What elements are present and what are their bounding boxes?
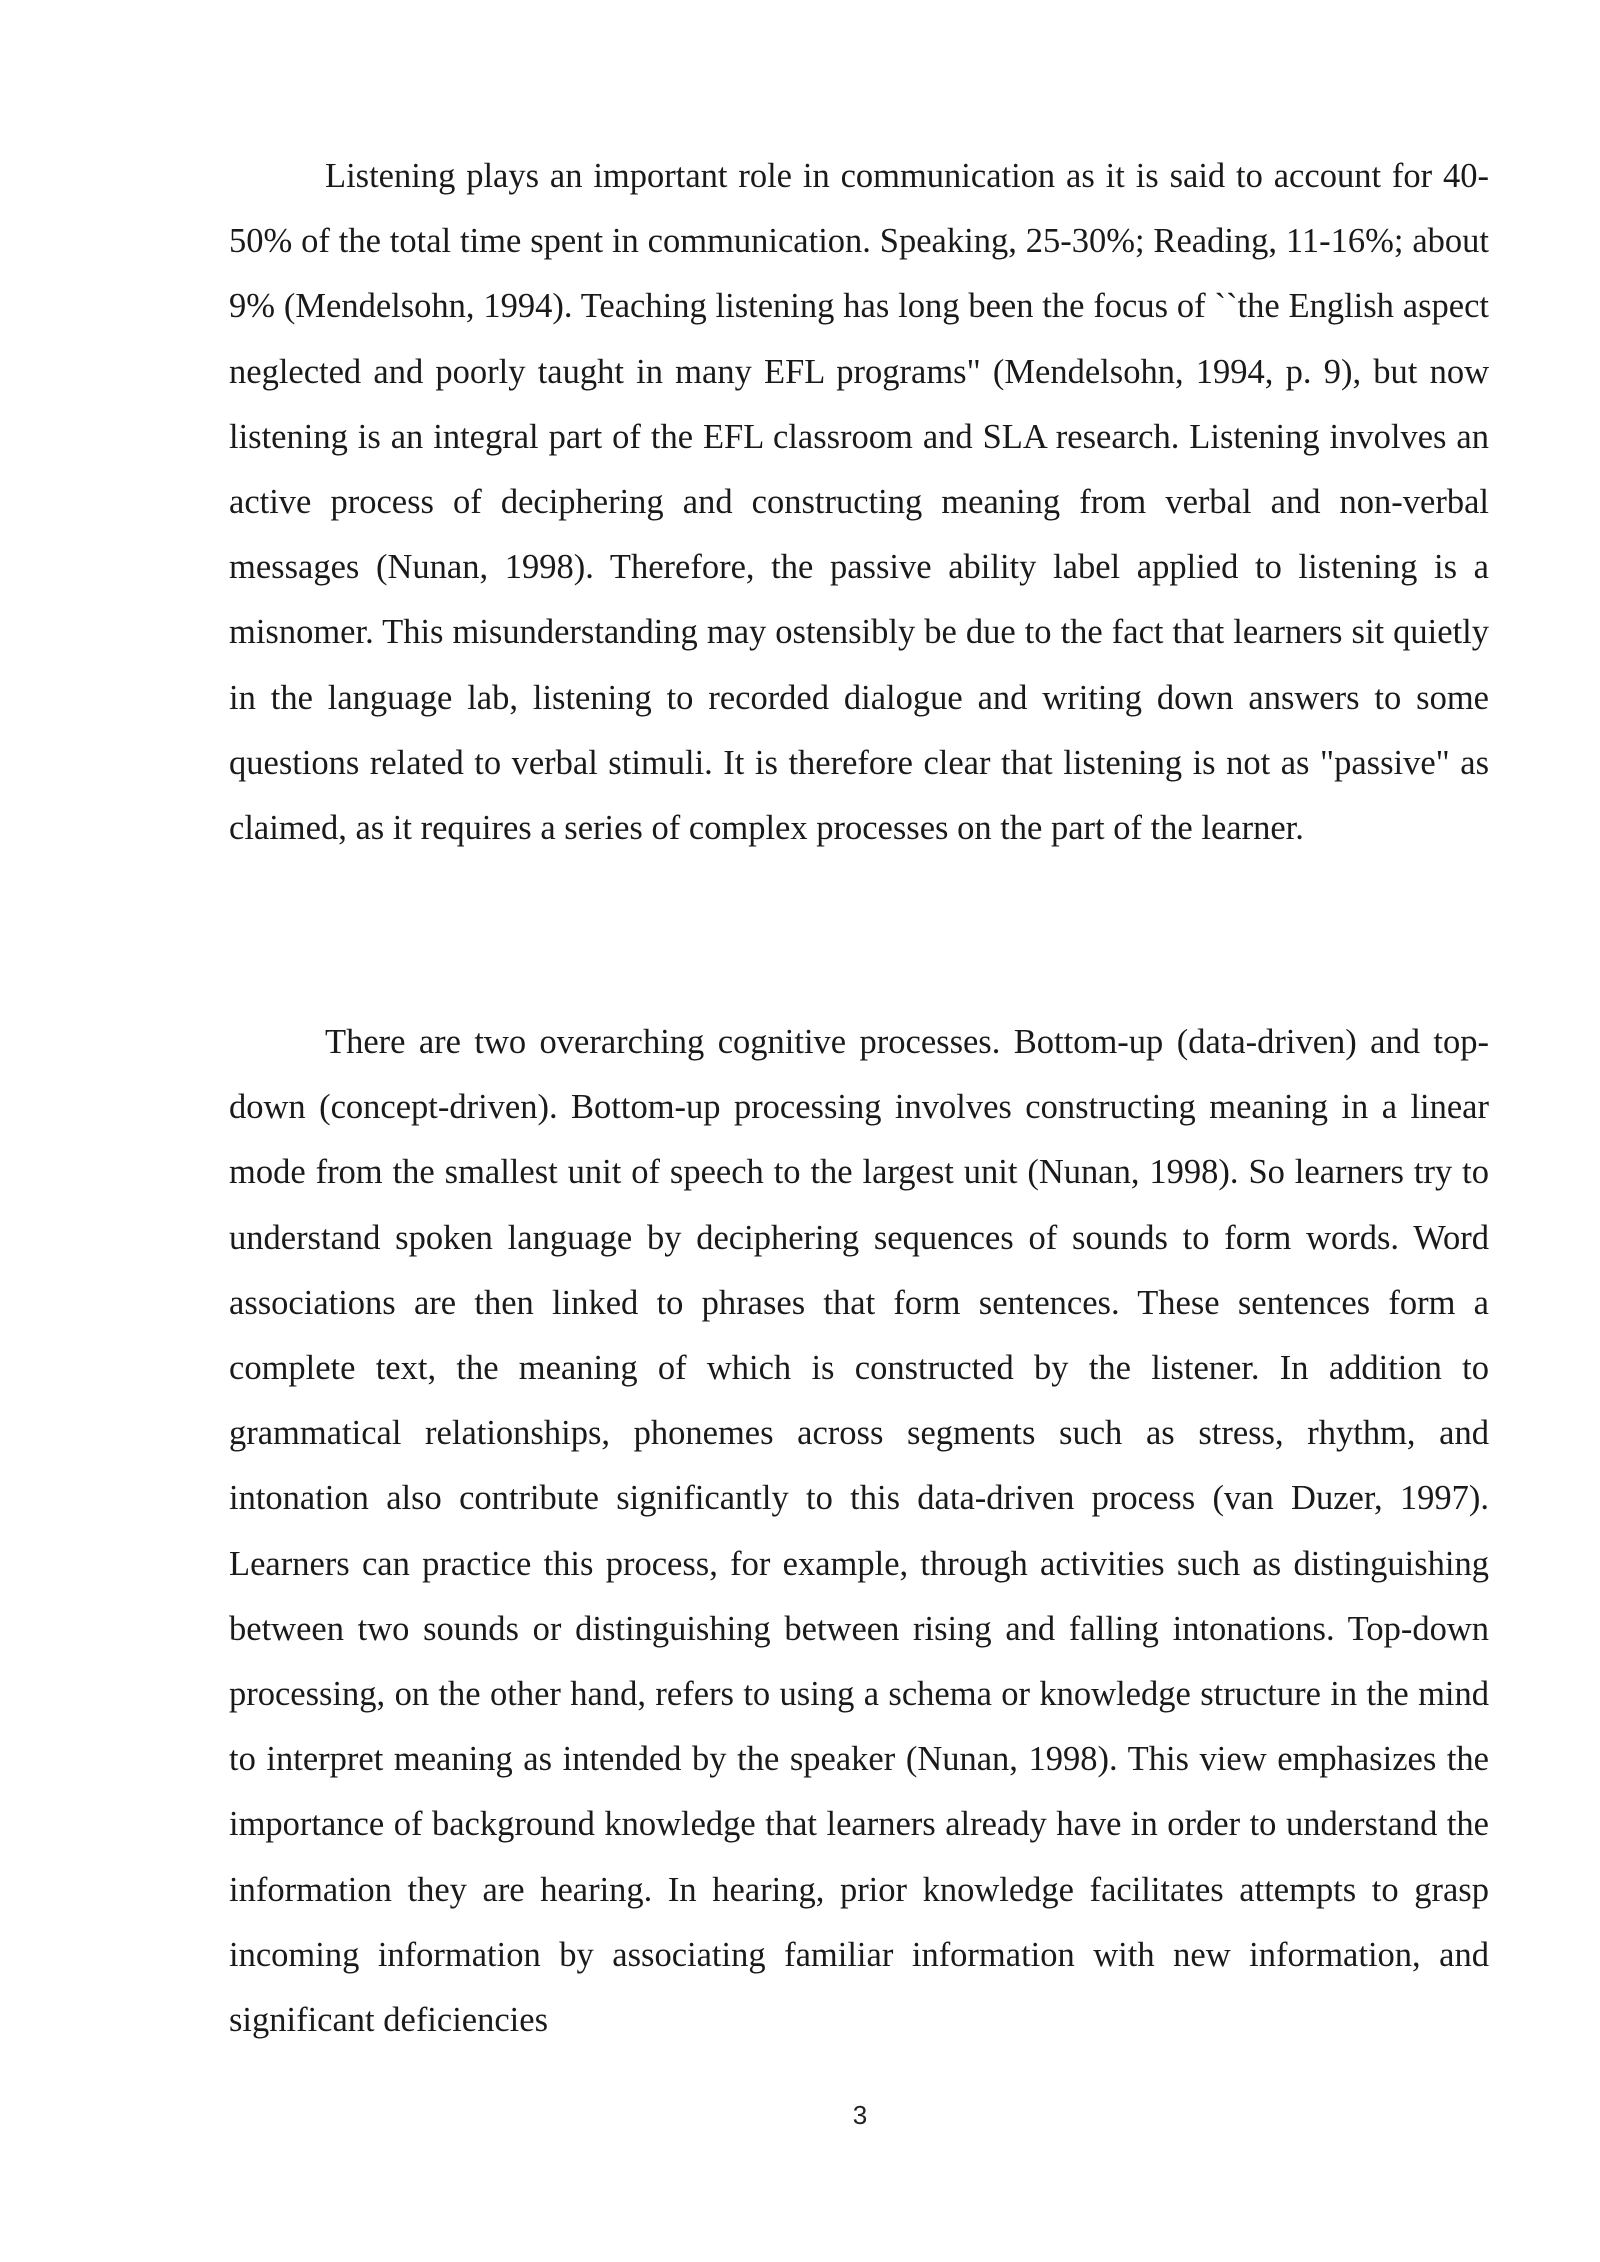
body-paragraph-1: Listening plays an important role in communication as it is said to account for 40-50% of the total time spent in communication. Speaking, 25-30%; Reading, 11-16%; about 9% (Mendelsohn, 1994). Teaching listening has long been the focus of ``the English aspect neglected and poorly taught in many EFL programs" (Mendelsohn, 1994, p. 9), but now listening is an integral part of the EFL classroom and SLA research. Listening involves an active process of deciphering and constructing meaning from verbal and non-verbal messages (Nunan, 1998). Therefore, the passive ability label applied to listening is a misnomer. This misunderstanding may ostensibly be due to the fact that learners sit quietly in the language lab, listening to recorded dialogue and writing down answers to some questions related to verbal stimuli. It is therefore clear that listening is not as "passive" as claimed, as it requires a series of complex processes on the part of the learner.: [229, 157, 1489, 848]
page-number: 3: [852, 2100, 868, 2130]
body-paragraph-2: There are two overarching cognitive processes. Bottom-up (data-driven) and top-down (concept-driven). Bottom-up processing involves constructing meaning in a linear mode from the smallest unit of speech to the largest unit (Nunan, 1998). So learners try to understand spoken language by deciphering sequences of sounds to form words. Word associations are then linked to phrases that form sentences. These sentences form a complete text, the meaning of which is constructed by the listener. In addition to grammatical relationships, phonemes across segments such as stress, rhythm, and intonation also contribute significantly to this data-driven process (van Duzer, 1997). Learners can practice this process, for example, through activities such as distinguishing between two sounds or distinguishing between rising and falling intonations. Top-down processing, on the other hand, refers to using a schema or knowledge structure in the mind to interpret meaning as intended by the speaker (Nunan, 1998). This view emphasizes the importance of background knowledge that learners already have in order to understand the information they are hearing. In hearing, prior knowledge facilitates attempts to grasp incoming information by associating familiar information with new information, and significant deficiencies: [229, 1023, 1489, 2040]
